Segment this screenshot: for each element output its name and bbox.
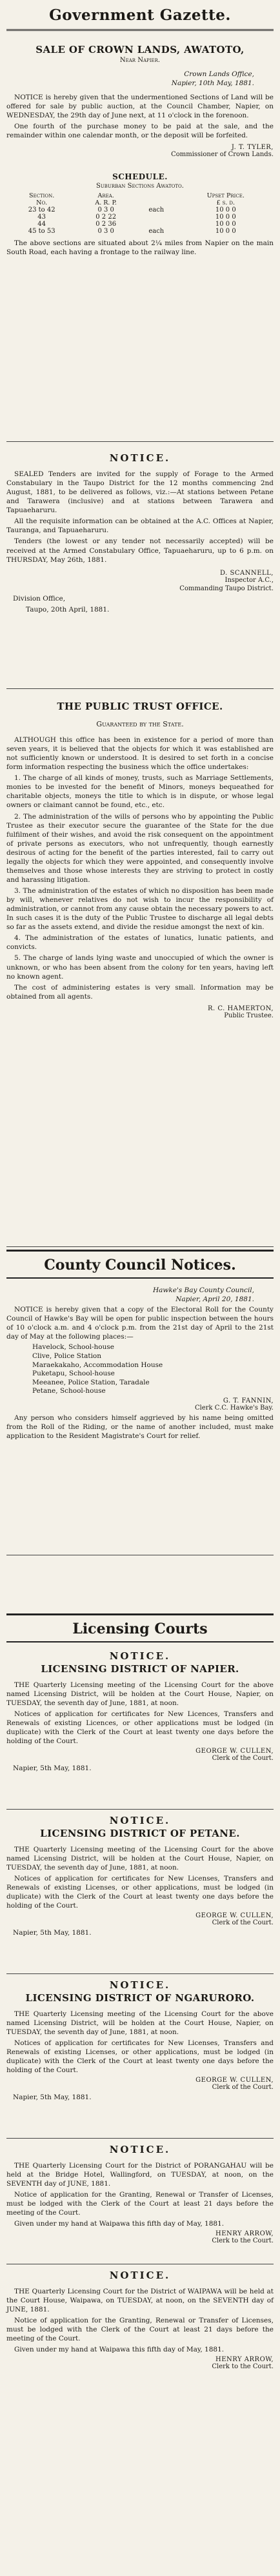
licensing-petane-notice [6,1810,274,1974]
schedule-cell: 0 3 0 [97,228,114,235]
schedule-cell: 43 [37,214,46,221]
crown-lands-para-1: NOTICE is hereby given that the undermentioned Sections of Land will be offered for sale by public auction, at the Council Chamber, Napier, on WEDNESDAY, the 29th day of June next, at 11 o'clock in the forenoon. [6,94,274,120]
waipawa-notice-title: NOTICE. [109,2270,171,2281]
ngaruroro-para-1: THE Quarterly Licensing meeting of the Licensing Court for the above named Licensing District, will be holden at the Court House, Napier, on TUESDAY, the seventh day of June, 1881, at noon. [6,2010,274,2037]
schedule-title: SCHEDULE. [112,172,168,182]
schedule-table [6,192,274,235]
county-council-office: Hawke's Bay County Council, [152,1286,254,1294]
licensing-ngaruroro-notice [6,1974,274,2139]
forage-notice [6,442,274,689]
public-trust-para-4: 3. The administration of the estates of which no disposition has been made by will, whenever relatives do not wish to incur the responsibility of administration, or cannot from any cause obtain the necessary powers to act. In such cases it is the duty of the Public Trustee to discharge all legal debts so far as the assets extend, and divide the residue amongst the next of kin. [6,887,274,932]
waipawa-para-3: Given under my hand at Waipawa this fifth day of May, 1881. [14,2346,225,2354]
public-trust-notice [6,689,274,1247]
petane-date: Napier, 5th May, 1881. [13,1929,92,1937]
forage-para-3: Tenders (the lowest or any tender not necessarily accepted) will be received at the Armed Constabulary Office, Tapuaeharuru, up to 6 p.m. on THURSDAY, May 26th, 1881. [6,537,274,564]
forage-office: Division Office, [13,594,66,603]
schedule-cell: 44 [37,221,46,228]
porangahau-signer-title: Clerk to the Court. [212,2237,274,2245]
petane-signer: GEORGE W. CULLEN, [195,1912,274,1920]
schedule-cell: 0 2 22 [95,214,117,221]
list-item: Maraekakaho, Accommodation House [32,1361,163,1369]
crown-lands-signer-title: Commissioner of Crown Lands. [171,151,274,159]
public-trust-para-2: 1. The charge of all kinds of money, trusts, such as Marriage Settlements, monies to be invested for the benefit of Minors, moneys bequeathed for charitable objects, moneys the title to which is in dispute, or whose legal owners or claimant cannot be found, etc., etc. [6,774,274,810]
list-item: Meeanee, Police Station, Taradale [32,1378,150,1386]
crown-lands-notice [6,31,274,442]
schedule-cell: each [148,206,165,214]
schedule-col-price: Upset Price. [206,192,245,200]
schedule-col-area: Area. [97,192,114,200]
petane-para-1: THE Quarterly Licensing meeting of the Licensing Court for the above named Licensing District, will be holden at the Court House, Napier, on TUESDAY, the seventh day of June, 1881, at noon. [6,1846,274,1872]
ngaruroro-date: Napier, 5th May, 1881. [13,2093,92,2102]
ngaruroro-district-title: LICENSING DISTRICT OF NGARURORO. [25,1992,255,2004]
napier-para-1: THE Quarterly Licensing meeting of the Licensing Court for the above named Licensing District, will be holden at the Court House, Napier, on TUESDAY, the seventh day of June, 1881, at noon. [6,1681,274,1708]
public-trust-para-6: 5. The charge of lands lying waste and unoccupied of which the owner is unknown, or who has been absent from the colony for ten years, having left no known agent. [6,954,274,981]
ngaruroro-signer: GEORGE W. CULLEN, [195,2077,274,2084]
napier-signer-title: Clerk of the Court. [212,1755,274,1762]
schedule-cell: 10 0 0 [215,221,236,228]
public-trust-signer-title: Public Trustee. [224,1012,274,1019]
crown-lands-office: Crown Lands Office, [184,70,254,78]
schedule-subcol-lsd: £ s. d. [216,199,235,207]
porangahau-para-3: Given under my hand at Waipawa this fifth day of May, 1881. [14,2220,225,2228]
petane-notice-title: NOTICE. [109,1815,171,1826]
napier-notice-title: NOTICE. [109,1650,171,1662]
forage-title: NOTICE. [109,452,171,464]
ngaruroro-notice-title: NOTICE. [109,1979,171,1991]
porangahau-para-1: THE Quarterly Licensing Court for the District of PORANGAHAU will be held at the Bridge Hotel, Wallingford, on TUESDAY, at noon, on the SEVENTH day of JUNE, 1881. [6,2162,274,2188]
ngaruroro-signer-title: Clerk of the Court. [212,2084,274,2092]
schedule-cell: 10 0 0 [215,206,236,214]
licensing-napier-notice [6,1645,274,1810]
licensing-porangahau-notice [6,2139,274,2264]
schedule-cell: each [148,228,165,235]
schedule-cell [135,221,178,228]
county-council-para-2: Any person who considers himself aggrieved by his name being omitted from the Roll of the Riding, or the name of another included, must make application to the Resident Magistrate's Court for relief. [6,1414,274,1441]
napier-district-title: LICENSING DISTRICT OF NAPIER. [41,1663,239,1675]
table-row [6,214,274,221]
napier-signer: GEORGE W. CULLEN, [195,1748,274,1755]
county-council-date: Napier, April 20, 1881. [175,1295,254,1303]
licensing-waipawa-notice [6,2264,274,2390]
county-council-para-1: NOTICE is hereby given that a copy of the Electoral Roll for the County Council of Hawke's Bay will be open for public inspection between the hours of 10 o'clock a.m. and 4 o'clock p.m. from the 21st day of April to the 21st day of May at the following places:— [6,1306,274,1341]
ngaruroro-para-2: Notices of application for certificates for New Licenses, Transfers and Renewals of existing Licenses, or other applications, must be lodged (in duplicate) with the Clerk of the Court at least twenty one days before the holding of the Court. [6,2039,274,2075]
list-item: Petane, School-house [32,1387,106,1395]
table-row [6,221,274,228]
list-item: Clive, Police Station [32,1352,102,1360]
schedule-cell: 10 0 0 [215,214,236,221]
petane-para-2: Notices of application for certificates for New Licenses, Transfers and Renewals of existing Licenses, or other applications, must be lodged (in duplicate) with the Clerk of the Court at least twenty one days before the holding of the Court. [6,1875,274,1910]
gazette-page [6,0,274,2392]
waipawa-para-1: THE Quarterly Licensing Court for the District of WAIPAWA will be held at the Court House, Waipawa, on TUESDAY, at noon, on the SEVENTH day of JUNE, 1881. [6,2288,274,2314]
licensing-section-title: Licensing Courts [6,1613,274,1642]
public-trust-para-1: ALTHOUGH this office has been in existence for a period of more than seven years, it is believed that the objects for which it was established are not sufficiently known or understood. It is desired to set forth in a concise form information respecting the business which the office undertakes: [6,736,274,772]
porangahau-signer: HENRY ARROW, [215,2230,274,2238]
county-council-signer: G. T. FANNIN, [223,1397,274,1405]
public-trust-signer: R. C. HAMERTON, [207,1004,274,1012]
list-item: Havelock, School-house [32,1343,114,1352]
public-trust-para-5: 4. The administration of the estates of lunatics, lunatic patients, and convicts. [6,934,274,952]
waipawa-para-2: Notice of application for the Granting, Renewal or Transfer of Licenses, must be lodged with the Clerk of the Court at least 21 days before the meeting of the Court. [6,2317,274,2343]
schedule-cell: 0 2 36 [95,221,117,228]
crown-lands-signer: J. T. TYLER, [231,144,274,152]
crown-lands-subtitle: Near Napier. [119,57,161,64]
napier-date: Napier, 5th May, 1881. [13,1764,92,1773]
waipawa-signer-title: Clerk to the Court. [212,2363,274,2371]
schedule-subtitle: Suburban Sections Awatoto. [96,183,184,190]
schedule-col-section: Section. [29,192,55,200]
schedule-cell: 45 to 53 [28,228,55,235]
schedule-subcol-blank [135,199,178,206]
schedule-subcol-no: No. [36,199,48,207]
petane-district-title: LICENSING DISTRICT OF PETANE. [40,1828,240,1839]
public-trust-para-3: 2. The administration of the wills of persons who by appointing the Public Trustee as their executor secure the guarantee of the State for the due fulfilment of their wishes, and avoid the risk consequent on the appointment of private persons as executors, who not unfrequently, though earnestly desirous of acting for the benefit of the parties interested, fail to carry out legally the objects for which they were appointed, and consequently involve themselves and those whose interests they are striving to protect in costly and harassing litigation. [6,812,274,884]
crown-lands-para-2: One fourth of the purchase money to be paid at the sale, and the remainder within one calendar month, or the deposit will be forfeited. [6,123,274,140]
county-council-section-title: County Council Notices. [6,1250,274,1279]
forage-signer: D. SCANNELL, [219,569,274,577]
crown-lands-title: SALE OF CROWN LANDS, AWATOTO, [35,44,245,55]
porangahau-para-2: Notice of application for the Granting, Renewal or Transfer of Licenses, must be lodged with the Clerk of the Court at least 21 days before the meeting of the Court. [6,2191,274,2217]
schedule-cell: 0 3 0 [97,206,114,214]
county-council-notice [6,1281,274,1555]
masthead-title: Government Gazette. [6,3,274,31]
napier-para-2: Notices of application for certificates for New Licences, Transfers and Renewals of existing Licences, or other applications must be lodged (in duplicate) with the Clerk of the Court at least twenty one days before the holding of the Court. [6,1710,274,1746]
crown-lands-date: Napier, 10th May, 1881. [171,79,254,87]
forage-signer-title-2: Commanding Taupo District. [179,584,274,592]
list-item: Puketapu, School-house [32,1370,115,1378]
petane-signer-title: Clerk of the Court. [212,1919,274,1927]
public-trust-title: THE PUBLIC TRUST OFFICE. [57,701,223,712]
forage-signer-title-1: Inspector A.C., [225,576,274,584]
schedule-cell: 10 0 0 [215,228,236,235]
forage-date: Taupo, 20th April, 1881. [26,605,110,614]
waipawa-signer: HENRY ARROW, [215,2356,274,2364]
public-trust-para-7: The cost of administering estates is very small. Information may be obtained from all agents. [6,983,274,1001]
polling-places-list [32,1343,274,1396]
forage-para-2: All the requisite information can be obtained at the A.C. Offices at Napier, Tauranga, and Tapuaeharuru. [6,517,274,535]
public-trust-subtitle: Guaranteed by the State. [96,720,184,728]
table-row [6,206,274,214]
schedule-cell: 23 to 42 [28,206,55,214]
schedule-subcol-arp: A. R. P. [95,199,117,207]
porangahau-notice-title: NOTICE. [109,2144,171,2155]
county-council-signer-title: Clerk C.C. Hawke's Bay. [194,1404,274,1412]
forage-para-1: SEALED Tenders are invited for the supply of Forage to the Armed Constabulary in the Taupo District for the 12 months commencing 2nd August, 1881, to be delivered as follows, viz.:—At stations between Petane and Tarawera (inclusive) and at stations between Tarawera and Tapuaeharuru. [6,470,274,515]
schedule-col-blank [135,192,178,199]
table-row [6,228,274,235]
crown-lands-footnote: The above sections are situated about 2¼ miles from Napier on the main South Road, each having a frontage to the railway line. [6,239,274,257]
schedule-cell [135,214,178,221]
